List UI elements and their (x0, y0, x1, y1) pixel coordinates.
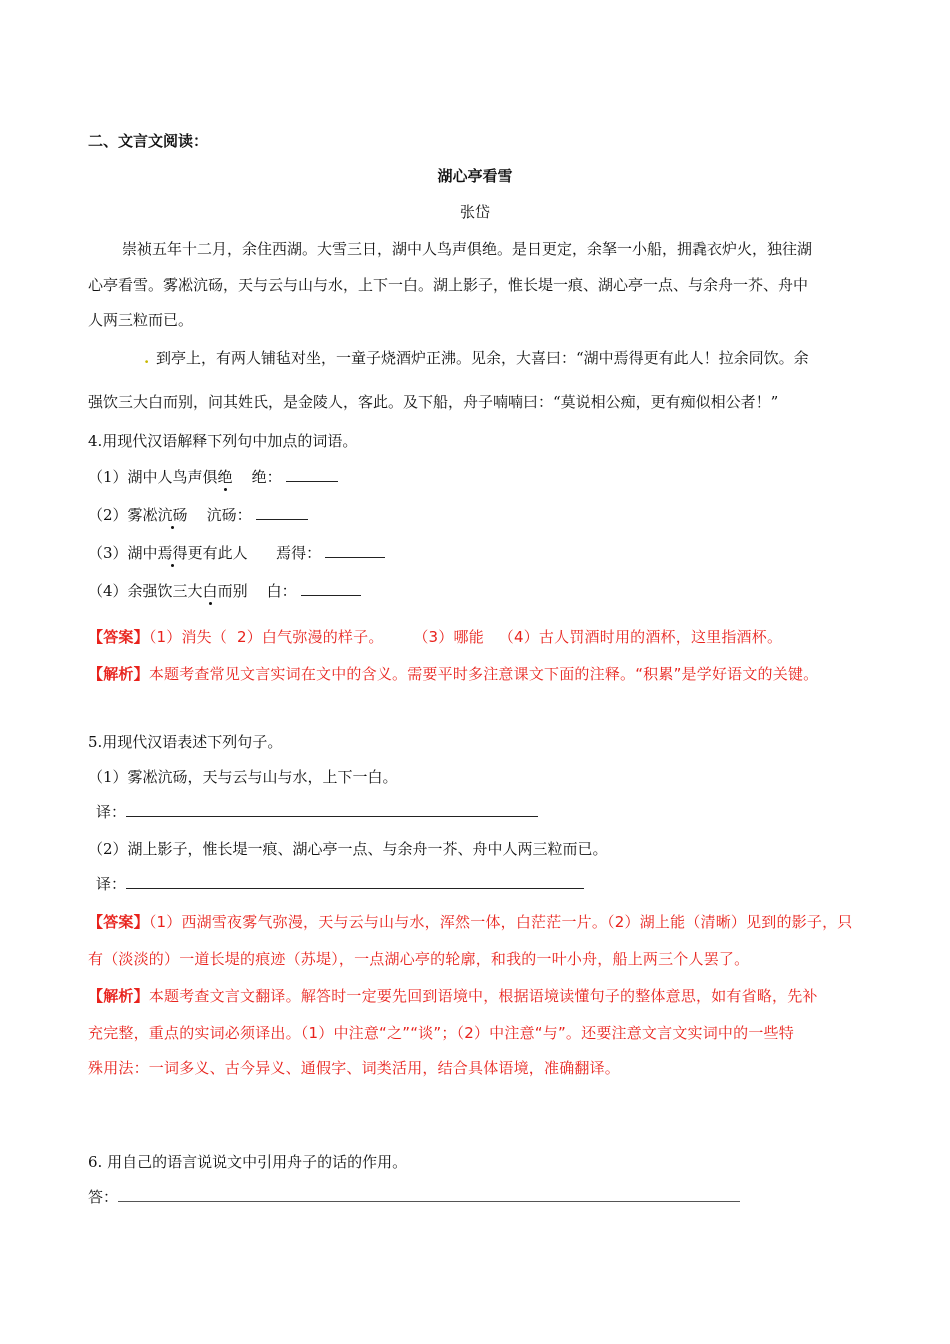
q5-answer-cont: 有（淡淡的）一道长堤的痕迹（苏堤），一点湖心亭的轮廓，和我的一叶小舟，船上两三个人罢了。 (88, 950, 750, 968)
answer-blank[interactable] (118, 1187, 740, 1202)
q4-item-4: （4）余强饮三大白而别 白： (88, 580, 361, 601)
answer-blank[interactable] (256, 505, 308, 520)
passage-line: 心亭看雪。雾凇沆砀，天与云与山与水，上下一白。湖上影子，惟长堤一痕、湖心亭一点、与余舟一芥、舟中 (88, 276, 809, 294)
q5-analysis: 【解析】本题考查文言文翻译。解答时一定要先回到语境中，根据语境读懂句子的整体意思，如有省略，先补 (88, 987, 818, 1005)
passage-line: 强饮三大白而别，问其姓氏，是金陵人，客此。及下船，舟子喃喃曰：“莫说相公痴，更有痴似相公者！” (88, 393, 779, 411)
q5-item-1: （1）雾凇沆砀，天与云与山与水，上下一白。 (88, 768, 398, 786)
q6-stem: 6. 用自己的语言说说文中引用舟子的话的作用。 (88, 1153, 408, 1171)
q4-analysis: 【解析】本题考查常见文言实词在文中的含义。需要平时多注意课文下面的注释。“积累”是学好语文的关键。 (88, 665, 819, 683)
q5-translate-1: 译： (96, 801, 538, 822)
q6-answer-line: 答： (88, 1186, 740, 1207)
q5-translate-2: 译： (96, 873, 584, 894)
translation-blank[interactable] (126, 874, 584, 889)
q4-stem: 4.用现代汉语解释下列句中加点的词语。 (88, 432, 358, 450)
poem-title: 湖心亭看雪 (437, 167, 513, 185)
passage-line: 崇祯五年十二月，余住西湖。大雪三日，湖中人鸟声俱绝。是日更定，余拏一小船，拥毳衣炉火，独往湖 (122, 240, 813, 258)
q5-item-2: （2）湖上影子，惟长堤一痕、湖心亭一点、与余舟一芥、舟中人两三粒而已。 (88, 840, 608, 858)
q4-item-1: （1）湖中人鸟声俱绝 绝： (88, 466, 338, 487)
q5-analysis-cont: 殊用法：一词多义、古今异义、通假字、词类活用，结合具体语境，准确翻译。 (88, 1059, 621, 1077)
answer-blank[interactable] (325, 543, 385, 558)
answer-blank[interactable] (301, 581, 361, 596)
q5-answer: 【答案】（1）西湖雪夜雾气弥漫，天与云与山与水，浑然一体，白茫茫一片。（2）湖上能（清晰）见到的影子，只 (88, 913, 853, 931)
q5-stem: 5.用现代汉语表述下列句子。 (88, 733, 283, 751)
answer-blank[interactable] (286, 467, 338, 482)
q4-item-2: （2）雾凇沆砀 沆砀： (88, 504, 308, 525)
translation-blank[interactable] (126, 802, 538, 817)
passage-line: 到亭上，有两人铺毡对坐，一童子烧酒炉正沸。见余，大喜曰：“湖中焉得更有此人！拉余同饮。余 (156, 349, 809, 367)
author: 张岱 (459, 203, 490, 221)
section-title: 二、文言文阅读： (88, 132, 209, 150)
q4-answer: 【答案】（1）消失（ 2）白气弥漫的样子。 （3）哪能 （4）古人罚酒时用的酒杯，这里指酒杯。 (88, 628, 783, 646)
q5-analysis-cont: 充完整，重点的实词必须译出。（1）中注意“之”“谈”；（2）中注意“与”。还要注意文言文实词中的一些特 (88, 1024, 794, 1042)
q4-item-3: （3）湖中焉得更有此人 焉得： (88, 542, 385, 563)
passage-mark: . (144, 349, 150, 367)
passage-line: 人两三粒而已。 (88, 311, 194, 329)
